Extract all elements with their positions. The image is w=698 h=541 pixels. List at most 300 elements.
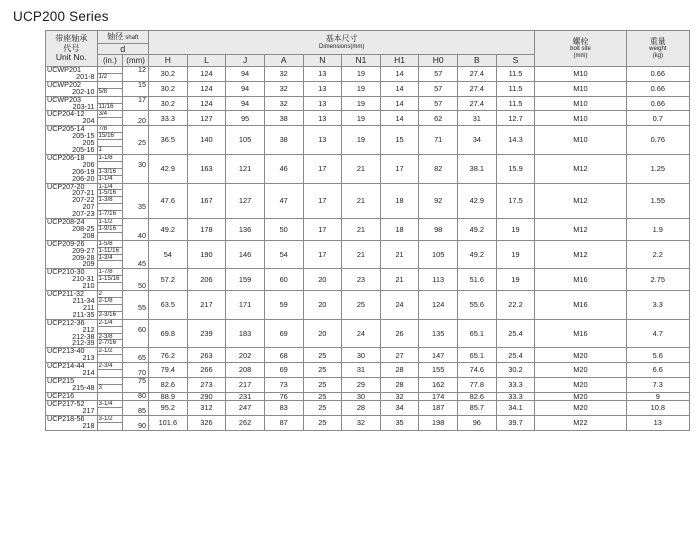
dim-l-cell: 167 <box>187 183 226 219</box>
header-unit: 带座轴承 代号 Unit No. <box>46 31 98 67</box>
dim-n1-cell: 21 <box>342 219 381 241</box>
unit-no: UCP211-32 <box>47 290 85 299</box>
dim-s-cell: 33.3 <box>496 392 535 400</box>
shaft-mm-cell <box>123 416 149 431</box>
shaft-inch: 11/16 <box>98 102 114 110</box>
shaft-mm-cell <box>123 291 149 320</box>
table-row <box>46 269 690 291</box>
dim-h1-cell: 21 <box>380 240 419 269</box>
shaft-mm <box>125 74 146 81</box>
shaft-mm: 60 <box>138 324 146 334</box>
dim-s-cell: 19 <box>496 240 535 269</box>
header-mm: (mm) <box>123 55 149 67</box>
shaft-mm <box>125 104 146 111</box>
unit-no-cell <box>46 416 98 431</box>
dim-n-cell: 13 <box>303 81 342 96</box>
shaft-inch: 2-7/16 <box>98 339 117 347</box>
shaft-mm: 12 <box>138 66 146 74</box>
dim-n-cell: 17 <box>303 183 342 219</box>
unit-no-cell <box>46 111 98 126</box>
weight-cell: 3.3 <box>626 291 689 320</box>
shaft-mm-cell <box>123 111 149 126</box>
dim-h1-cell: 21 <box>380 269 419 291</box>
dim-j-cell: 231 <box>226 392 265 400</box>
shaft-inch <box>98 393 123 399</box>
dim-l-cell: 239 <box>187 319 226 348</box>
bolt-cell: M16 <box>535 269 626 291</box>
dim-j-cell: 159 <box>226 269 265 291</box>
shaft-inch: 3 <box>98 383 102 391</box>
dim-a-cell: 68 <box>264 348 303 363</box>
dim-n1-cell: 19 <box>342 96 381 111</box>
dim-n1-cell: 30 <box>342 392 381 400</box>
shaft-inch <box>98 408 123 414</box>
dim-h0-cell: 187 <box>419 401 458 416</box>
shaft-mm <box>125 184 146 191</box>
dim-b-cell: 49.2 <box>458 219 497 241</box>
dim-s-cell: 19 <box>496 269 535 291</box>
dim-h1-cell: 27 <box>380 348 419 363</box>
dim-b-cell: 85.7 <box>458 401 497 416</box>
dim-l-cell: 127 <box>187 111 226 126</box>
shaft-mm-cell <box>123 67 149 82</box>
shaft-inch: 1/2 <box>98 72 108 80</box>
dim-h1-cell: 14 <box>380 111 419 126</box>
unit-no: 215-48 <box>72 382 95 392</box>
dim-h-cell: 88.9 <box>149 392 188 400</box>
dim-n1-cell: 19 <box>342 111 381 126</box>
dim-n1-cell: 21 <box>342 240 381 269</box>
bolt-cell: M16 <box>535 291 626 320</box>
shaft-mm <box>125 312 146 319</box>
shaft-mm-cell <box>123 269 149 291</box>
dim-h-cell: 49.2 <box>149 219 188 241</box>
header-inch: (in.) <box>97 55 123 67</box>
dim-h1-cell: 18 <box>380 219 419 241</box>
dim-h0-cell: 135 <box>419 319 458 348</box>
dim-h-cell: 30.2 <box>149 81 188 96</box>
dim-b-cell: 55.6 <box>458 291 497 320</box>
header-dim: H0 <box>419 55 458 67</box>
shaft-inch: 1-3/4 <box>98 255 123 262</box>
shaft-inch-cell <box>97 363 123 378</box>
shaft-inch: 1 <box>98 145 102 153</box>
table-row <box>46 96 690 111</box>
dim-a-cell: 32 <box>264 67 303 82</box>
shaft-mm <box>125 219 146 226</box>
unit-no: 206-19 <box>72 166 95 176</box>
unit-no: 206 <box>82 159 95 169</box>
dim-j-cell: 95 <box>226 111 265 126</box>
dim-s-cell: 19 <box>496 219 535 241</box>
dim-n-cell: 13 <box>303 111 342 126</box>
dim-j-cell: 202 <box>226 348 265 363</box>
table-row <box>46 401 690 416</box>
header-dim: N1 <box>342 55 381 67</box>
dim-j-cell: 247 <box>226 401 265 416</box>
shaft-inch: 1-15/16 <box>98 276 123 283</box>
dim-n-cell: 20 <box>303 319 342 348</box>
header-dim: J <box>226 55 265 67</box>
dim-b-cell: 34 <box>458 126 497 155</box>
shaft-inch: 2-1/2 <box>98 348 123 355</box>
bolt-cell: M22 <box>535 416 626 431</box>
dim-h0-cell: 105 <box>419 240 458 269</box>
dim-b-cell: 38.1 <box>458 154 497 183</box>
shaft-mm: 75 <box>138 377 146 385</box>
shaft-inch: 3/4 <box>98 111 123 118</box>
unit-no: 207 <box>82 202 95 212</box>
unit-no-cell <box>46 348 98 363</box>
shaft-inch: 1-1/2 <box>98 219 123 226</box>
dim-h1-cell: 15 <box>380 126 419 155</box>
dim-h-cell: 30.2 <box>149 67 188 82</box>
dim-a-cell: 38 <box>264 111 303 126</box>
shaft-mm <box>125 126 146 133</box>
unit-no: 204 <box>82 116 95 126</box>
dim-b-cell: 96 <box>458 416 497 431</box>
unit-no: UCP210-30 <box>47 268 85 277</box>
dim-b-cell: 27.4 <box>458 81 497 96</box>
dim-n1-cell: 28 <box>342 401 381 416</box>
dim-b-cell: 49.2 <box>458 240 497 269</box>
dim-h1-cell: 34 <box>380 401 419 416</box>
shaft-mm: 40 <box>138 230 146 240</box>
dim-j-cell: 136 <box>226 219 265 241</box>
dim-h-cell: 33.3 <box>149 111 188 126</box>
weight-cell: 0.66 <box>626 81 689 96</box>
dim-h-cell: 95.2 <box>149 401 188 416</box>
shaft-mm <box>125 190 146 197</box>
shaft-inch-cell <box>97 183 123 219</box>
weight-cell: 10.8 <box>626 401 689 416</box>
unit-no: 212-38 <box>72 331 95 341</box>
dim-s-cell: 25.4 <box>496 319 535 348</box>
dim-h-cell: 101.6 <box>149 416 188 431</box>
table-row <box>46 291 690 320</box>
shaft-inch: 3-1/4 <box>98 401 123 408</box>
unit-no: UCP208-24 <box>47 218 85 227</box>
dim-h-cell: 47.6 <box>149 183 188 219</box>
dim-s-cell: 11.5 <box>496 67 535 82</box>
shaft-inch: 1-3/16 <box>98 169 123 176</box>
shaft-mm: 25 <box>138 138 146 148</box>
dim-a-cell: 69 <box>264 319 303 348</box>
dim-l-cell: 290 <box>187 392 226 400</box>
weight-cell: 1.55 <box>626 183 689 219</box>
shaft-mm-cell <box>123 319 149 348</box>
dim-b-cell: 82.6 <box>458 392 497 400</box>
bolt-cell: M12 <box>535 240 626 269</box>
unit-no: 203-11 <box>72 101 95 111</box>
shaft-inch: 2-1/4 <box>98 320 123 327</box>
dim-j-cell: 183 <box>226 319 265 348</box>
dim-n-cell: 25 <box>303 363 342 378</box>
weight-cell: 6.6 <box>626 363 689 378</box>
shaft-inch: 1-3/8 <box>98 197 123 204</box>
unit-no: 214 <box>82 368 95 378</box>
dim-n1-cell: 32 <box>342 416 381 431</box>
dim-h1-cell: 28 <box>380 377 419 392</box>
dim-h1-cell: 18 <box>380 183 419 219</box>
bolt-cell: M10 <box>535 126 626 155</box>
shaft-inch: 1-1/8 <box>98 155 123 162</box>
shaft-inch: 7/8 <box>98 126 123 133</box>
dim-h0-cell: 162 <box>419 377 458 392</box>
shaft-mm <box>125 89 146 96</box>
weight-cell: 0.66 <box>626 67 689 82</box>
dim-n-cell: 13 <box>303 96 342 111</box>
weight-cell: 1.25 <box>626 154 689 183</box>
shaft-inch: 1-5/16 <box>98 190 123 197</box>
dim-l-cell: 263 <box>187 348 226 363</box>
shaft-mm <box>125 334 146 341</box>
dim-h1-cell: 32 <box>380 392 419 400</box>
dim-h0-cell: 57 <box>419 67 458 82</box>
unit-no-cell <box>46 269 98 291</box>
weight-cell: 0.76 <box>626 126 689 155</box>
dim-n1-cell: 25 <box>342 291 381 320</box>
dim-n1-cell: 21 <box>342 154 381 183</box>
dim-h1-cell: 14 <box>380 96 419 111</box>
dim-j-cell: 105 <box>226 126 265 155</box>
unit-no-cell <box>46 291 98 320</box>
dim-h0-cell: 198 <box>419 416 458 431</box>
header-dim: N <box>303 55 342 67</box>
dim-a-cell: 87 <box>264 416 303 431</box>
unit-no-cell <box>46 219 98 241</box>
shaft-mm-cell <box>123 96 149 111</box>
dim-h0-cell: 62 <box>419 111 458 126</box>
dim-n-cell: 25 <box>303 416 342 431</box>
dim-h0-cell: 155 <box>419 363 458 378</box>
dim-s-cell: 11.5 <box>496 81 535 96</box>
unit-no: UCP205-14 <box>47 125 85 134</box>
shaft-mm: 70 <box>138 368 146 378</box>
weight-cell: 5.6 <box>626 348 689 363</box>
dim-n1-cell: 29 <box>342 377 381 392</box>
unit-no: 210-31 <box>72 274 95 284</box>
unit-no: UCP217-52 <box>47 400 85 409</box>
shaft-mm: 85 <box>138 406 146 416</box>
header-dim: L <box>187 55 226 67</box>
unit-no: 217 <box>82 406 95 416</box>
shaft-inch: 1-1/4 <box>98 174 113 182</box>
table-row <box>46 67 690 82</box>
dim-j-cell: 127 <box>226 183 265 219</box>
dim-s-cell: 22.2 <box>496 291 535 320</box>
shaft-inch: 1-7/8 <box>98 269 123 276</box>
unit-no-cell <box>46 96 98 111</box>
dim-h-cell: 42.9 <box>149 154 188 183</box>
dim-h0-cell: 124 <box>419 291 458 320</box>
dim-j-cell: 146 <box>226 240 265 269</box>
shaft-mm <box>125 211 146 218</box>
shaft-inch: 1-11/16 <box>98 248 123 255</box>
dim-j-cell: 208 <box>226 363 265 378</box>
bolt-cell: M20 <box>535 363 626 378</box>
dim-s-cell: 14.3 <box>496 126 535 155</box>
shaft-inch-cell <box>97 401 123 416</box>
header-shaft-d: d <box>97 44 149 55</box>
table-row <box>46 219 690 241</box>
dim-n-cell: 20 <box>303 291 342 320</box>
unit-no: 211 <box>83 302 95 312</box>
shaft-mm-cell <box>123 219 149 241</box>
table-body <box>46 67 690 431</box>
dim-h1-cell: 14 <box>380 81 419 96</box>
bolt-cell: M10 <box>535 81 626 96</box>
dim-n1-cell: 23 <box>342 269 381 291</box>
bolt-cell: M12 <box>535 154 626 183</box>
bolt-cell: M10 <box>535 96 626 111</box>
dim-h-cell: 79.4 <box>149 363 188 378</box>
shaft-inch: 1-5/8 <box>98 241 123 248</box>
dim-l-cell: 326 <box>187 416 226 431</box>
dim-s-cell: 39.7 <box>496 416 535 431</box>
table-row <box>46 319 690 348</box>
bolt-cell: M20 <box>535 401 626 416</box>
shaft-mm-cell <box>123 154 149 183</box>
dim-l-cell: 273 <box>187 377 226 392</box>
shaft-mm-cell <box>123 348 149 363</box>
dim-j-cell: 94 <box>226 81 265 96</box>
dim-s-cell: 25.4 <box>496 348 535 363</box>
dim-s-cell: 30.2 <box>496 363 535 378</box>
shaft-inch-cell <box>97 416 123 431</box>
weight-cell: 1.9 <box>626 219 689 241</box>
dim-l-cell: 140 <box>187 126 226 155</box>
bolt-cell: M12 <box>535 183 626 219</box>
unit-no: UCP206-18 <box>47 154 85 162</box>
dim-n-cell: 17 <box>303 154 342 183</box>
shaft-mm <box>125 248 146 255</box>
dim-b-cell: 51.6 <box>458 269 497 291</box>
unit-no: 209-28 <box>72 252 95 262</box>
shaft-inch-cell <box>97 219 123 241</box>
dim-b-cell: 27.4 <box>458 96 497 111</box>
shaft-inch: 5/8 <box>98 87 108 95</box>
dim-h-cell: 63.5 <box>149 291 188 320</box>
shaft-mm: 65 <box>138 353 146 363</box>
shaft-inch <box>98 233 123 239</box>
dim-a-cell: 50 <box>264 219 303 241</box>
dim-n1-cell: 31 <box>342 363 381 378</box>
shaft-mm-cell <box>123 363 149 378</box>
dim-l-cell: 217 <box>187 291 226 320</box>
table-row <box>46 348 690 363</box>
dim-a-cell: 54 <box>264 240 303 269</box>
shaft-mm-cell <box>123 240 149 269</box>
unit-no: 209 <box>82 259 95 269</box>
unit-no-cell <box>46 183 98 219</box>
dim-j-cell: 217 <box>226 377 265 392</box>
dim-h-cell: 57.2 <box>149 269 188 291</box>
dim-n1-cell: 19 <box>342 126 381 155</box>
shaft-mm <box>125 340 146 347</box>
dim-b-cell: 65.1 <box>458 319 497 348</box>
dim-l-cell: 178 <box>187 219 226 241</box>
shaft-mm <box>125 147 146 154</box>
dim-s-cell: 34.1 <box>496 401 535 416</box>
unit-no-cell <box>46 126 98 155</box>
dim-h0-cell: 71 <box>419 126 458 155</box>
dim-l-cell: 190 <box>187 240 226 269</box>
dim-h1-cell: 26 <box>380 319 419 348</box>
dim-a-cell: 47 <box>264 183 303 219</box>
unit-no: 201-8 <box>76 71 95 81</box>
dim-h0-cell: 113 <box>419 269 458 291</box>
dim-a-cell: 83 <box>264 401 303 416</box>
shaft-inch-cell <box>97 240 123 269</box>
unit-no: 205 <box>82 138 95 148</box>
bolt-cell: M16 <box>535 319 626 348</box>
unit-no: 211-35 <box>72 309 95 319</box>
dim-n1-cell: 24 <box>342 319 381 348</box>
dim-b-cell: 42.9 <box>458 183 497 219</box>
shaft-mm: 15 <box>138 81 146 89</box>
dim-n-cell: 25 <box>303 401 342 416</box>
shaft-inch: 3-1/2 <box>98 416 123 423</box>
unit-no: 205-16 <box>72 144 95 154</box>
unit-no-cell <box>46 81 98 96</box>
dim-a-cell: 32 <box>264 81 303 96</box>
shaft-inch-cell <box>97 67 123 82</box>
shaft-inch-cell <box>97 319 123 348</box>
header-dim: B <box>458 55 497 67</box>
dim-n1-cell: 30 <box>342 348 381 363</box>
shaft-mm-cell <box>123 392 149 400</box>
dim-h0-cell: 147 <box>419 348 458 363</box>
dim-h0-cell: 174 <box>419 392 458 400</box>
table-row <box>46 126 690 155</box>
shaft-inch: 2-3/8 <box>98 334 123 341</box>
shaft-inch: 2-3/16 <box>98 310 117 318</box>
dim-l-cell: 124 <box>187 81 226 96</box>
dim-b-cell: 27.4 <box>458 67 497 82</box>
table-row <box>46 416 690 431</box>
shaft-inch <box>98 370 123 376</box>
dim-l-cell: 312 <box>187 401 226 416</box>
dim-a-cell: 76 <box>264 392 303 400</box>
unit-no: UCP215 <box>47 377 75 385</box>
dim-b-cell: 77.8 <box>458 377 497 392</box>
table-row <box>46 240 690 269</box>
dim-a-cell: 32 <box>264 96 303 111</box>
shaft-mm: 20 <box>138 116 146 126</box>
shaft-inch: 1-7/16 <box>98 210 117 218</box>
unit-no-cell <box>46 154 98 183</box>
dim-b-cell: 74.6 <box>458 363 497 378</box>
shaft-inch: 2 <box>98 291 123 298</box>
shaft-mm-cell <box>123 126 149 155</box>
shaft-mm: 17 <box>138 96 146 104</box>
dim-a-cell: 46 <box>264 154 303 183</box>
dim-h0-cell: 98 <box>419 219 458 241</box>
dim-n-cell: 25 <box>303 377 342 392</box>
shaft-inch-cell <box>97 392 123 400</box>
dim-n-cell: 25 <box>303 348 342 363</box>
weight-cell: 4.7 <box>626 319 689 348</box>
shaft-mm: 80 <box>138 392 146 400</box>
unit-no: 205-15 <box>72 131 95 141</box>
dim-a-cell: 38 <box>264 126 303 155</box>
dim-l-cell: 124 <box>187 67 226 82</box>
dim-a-cell: 73 <box>264 377 303 392</box>
table-row <box>46 183 690 219</box>
dim-h-cell: 69.8 <box>149 319 188 348</box>
shaft-inch <box>98 355 123 361</box>
